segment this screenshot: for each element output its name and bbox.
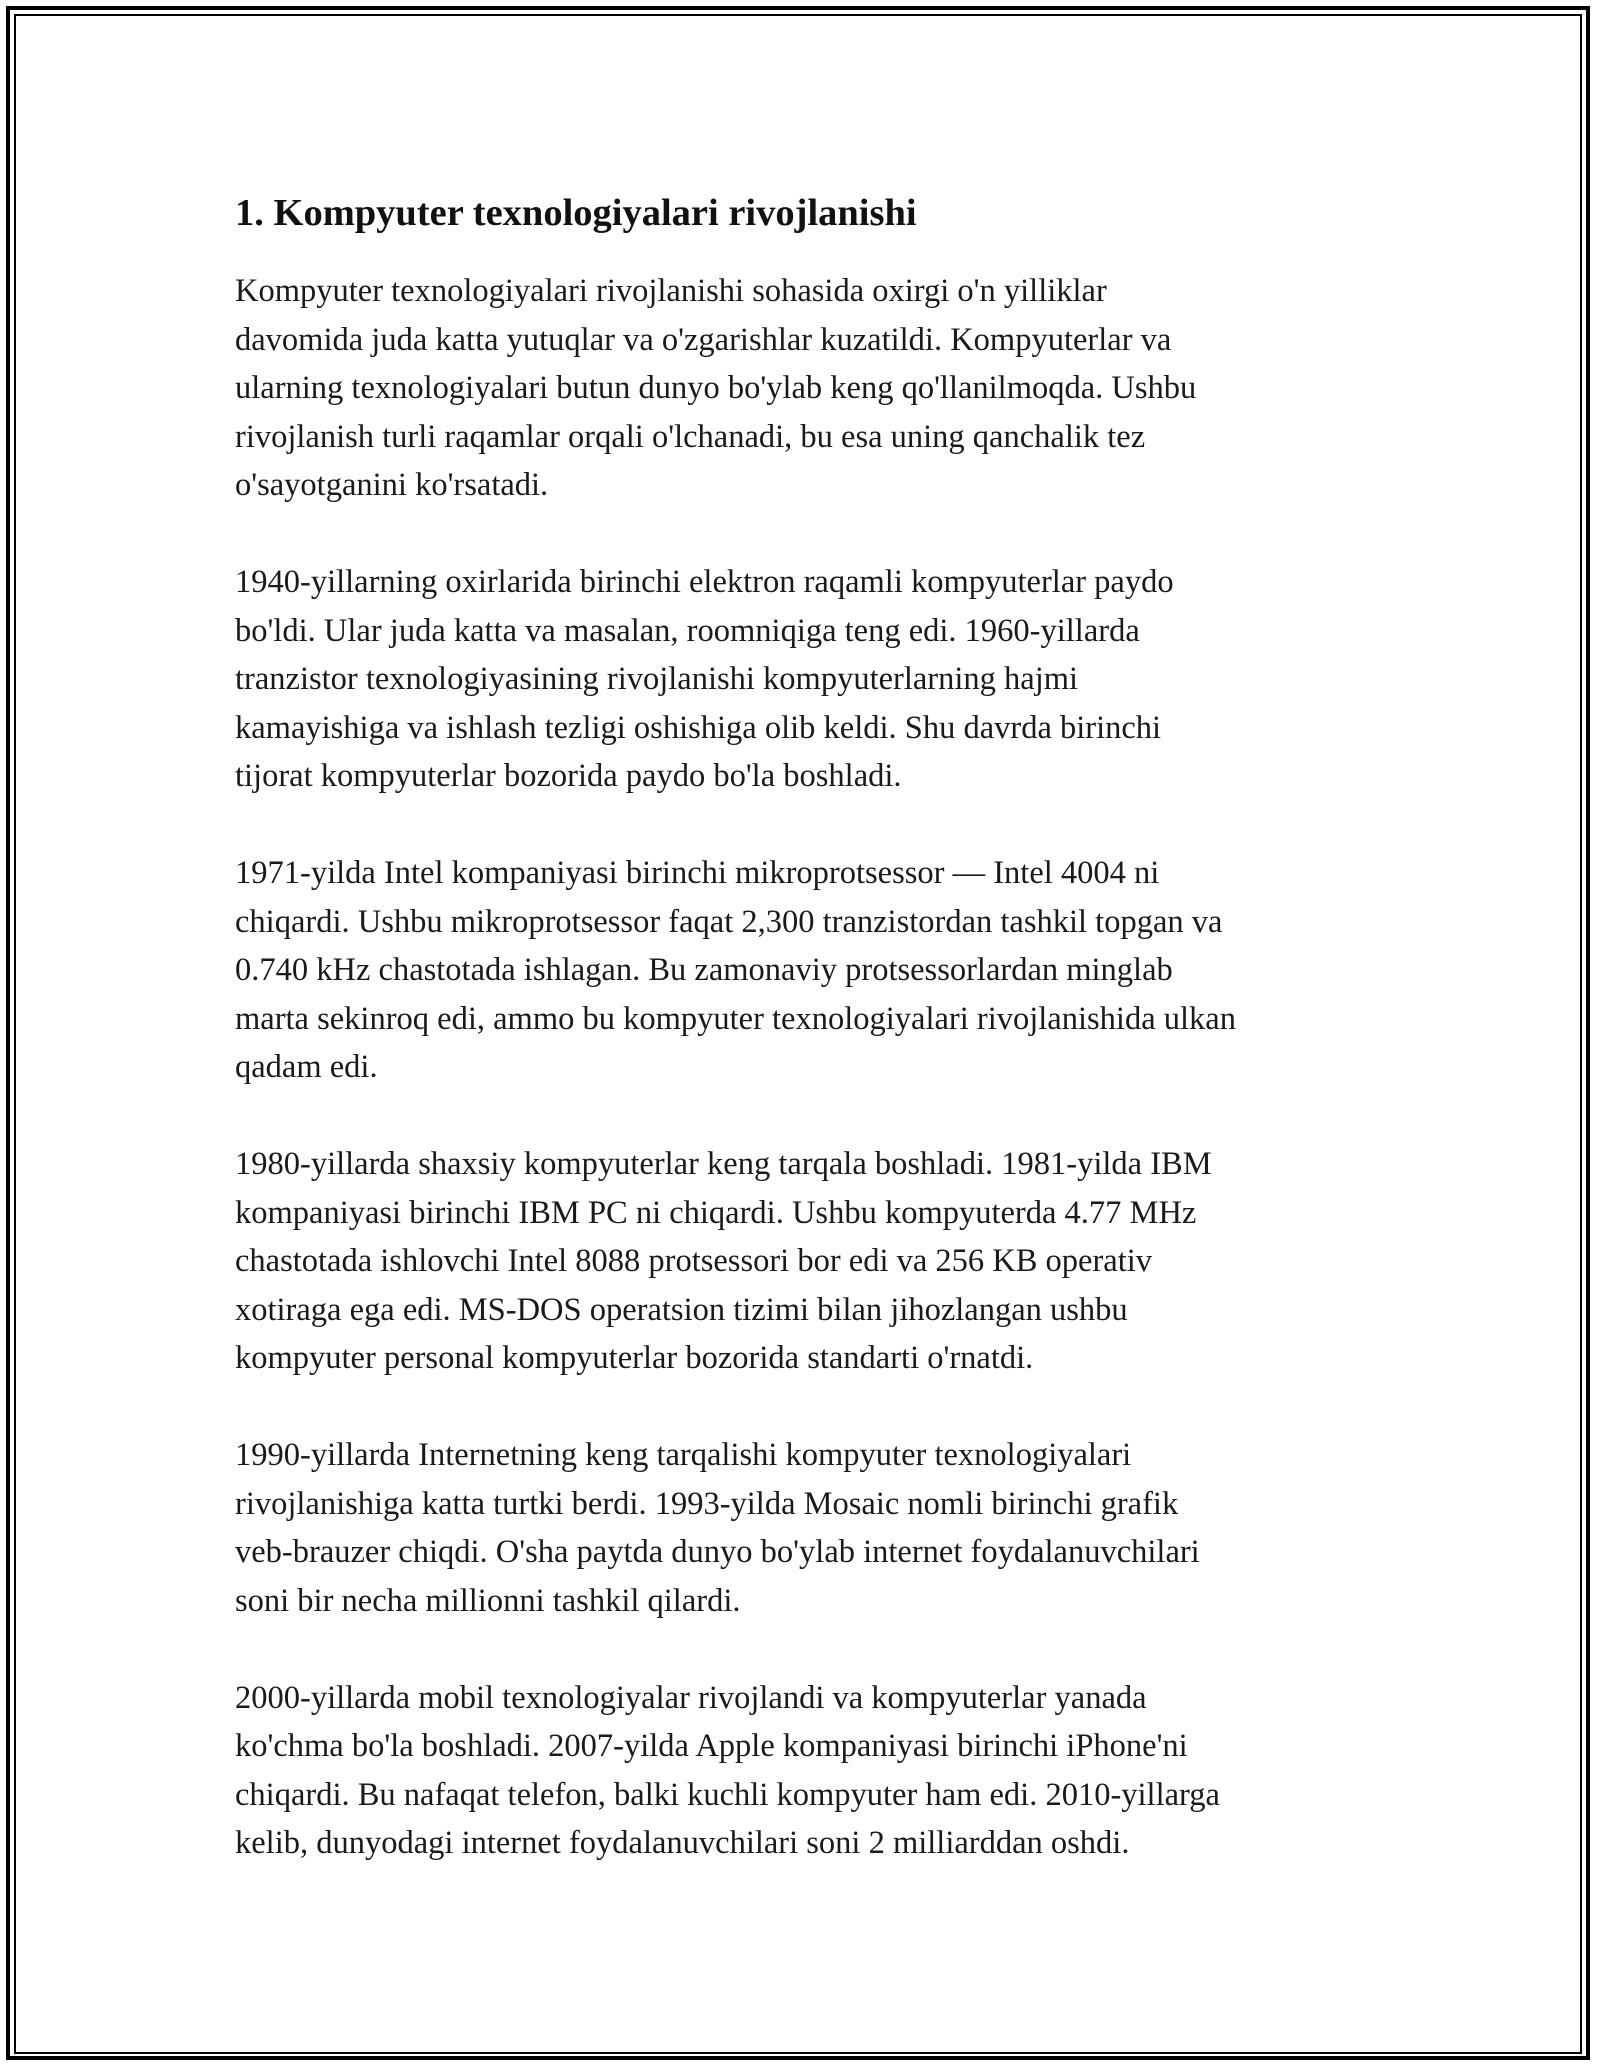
paragraph-introduction: Kompyuter texnologiyalari rivojlanishi sohasida oxirgi o'n yilliklar davomida juda katta yutuqlar va o'zgarishlar kuzatildi. Kompyuterlar va ularning texnologiyalari butun dunyo bo'ylab keng qo'llanilmoqda. Ushbu rivojlanish turli raqamlar orqali o'lchanadi, bu esa uning qanchalik tez o'sayotganini ko'rsatadi. bbox=[235, 273, 1197, 503]
document-title: 1. Kompyuter texnologiyalari rivojlanishi bbox=[235, 192, 917, 234]
paragraph-1990s-internet: 1990-yillarda Internetning keng tarqalishi kompyuter texnologiyalari rivojlanishiga katta turtki berdi. 1993-yilda Mosaic nomli birinchi grafik veb-brauzer chiqdi. O'sha paytda dunyo bo'ylab internet foydalanuvchilari soni bir necha millionni tashkil qilardi. bbox=[235, 1437, 1200, 1619]
paragraph-2000s-mobile: 2000-yillarda mobil texnologiyalar rivojlandi va kompyuterlar yanada ko'chma bo'la boshladi. 2007-yilda Apple kompaniyasi birinchi iPhone'ni chiqardi. Bu nafaqat telefon, balki kuchli kompyuter ham edi. 2010-yillarga kelib, dunyodagi internet foydalanuvchilari soni 2 milliarddan oshdi. bbox=[235, 1679, 1220, 1861]
document-body bbox=[235, 188, 1385, 1868]
paragraph-1971-intel: 1971-yilda Intel kompaniyasi birinchi mikroprotsessor — Intel 4004 ni chiqardi. Ushbu mikroprotsessor faqat 2,300 tranzistordan tashkil topgan va 0.740 kHz chastotada ishlagan. Bu zamonaviy protsessorlardan minglab marta sekinroq edi, ammo bu kompyuter texnologiyalari rivojlanishida ulkan qadam edi. bbox=[235, 855, 1236, 1085]
paragraph-1980s-pc: 1980-yillarda shaxsiy kompyuterlar keng tarqala boshladi. 1981-yilda IBM kompaniyasi birinchi IBM PC ni chiqardi. Ushbu kompyuterda 4.77 MHz chastotada ishlovchi Intel 8088 protsessori bor edi va 256 KB operativ xotiraga ega edi. MS-DOS operatsion tizimi bilan jihozlangan ushbu kompyuter personal kompyuterlar bozorida standarti o'rnatdi. bbox=[235, 1146, 1212, 1376]
paragraph-1940s: 1940-yillarning oxirlarida birinchi elektron raqamli kompyuterlar paydo bo'ldi. Ular juda katta va masalan, roomniqiga teng edi. 1960-yillarda tranzistor texnologiyasining rivojlanishi kompyuterlarning hajmi kamayishiga va ishlash tezligi oshishiga olib keldi. Shu davrda birinchi tijorat kompyuterlar bozorida paydo bo'la boshladi. bbox=[235, 564, 1174, 794]
